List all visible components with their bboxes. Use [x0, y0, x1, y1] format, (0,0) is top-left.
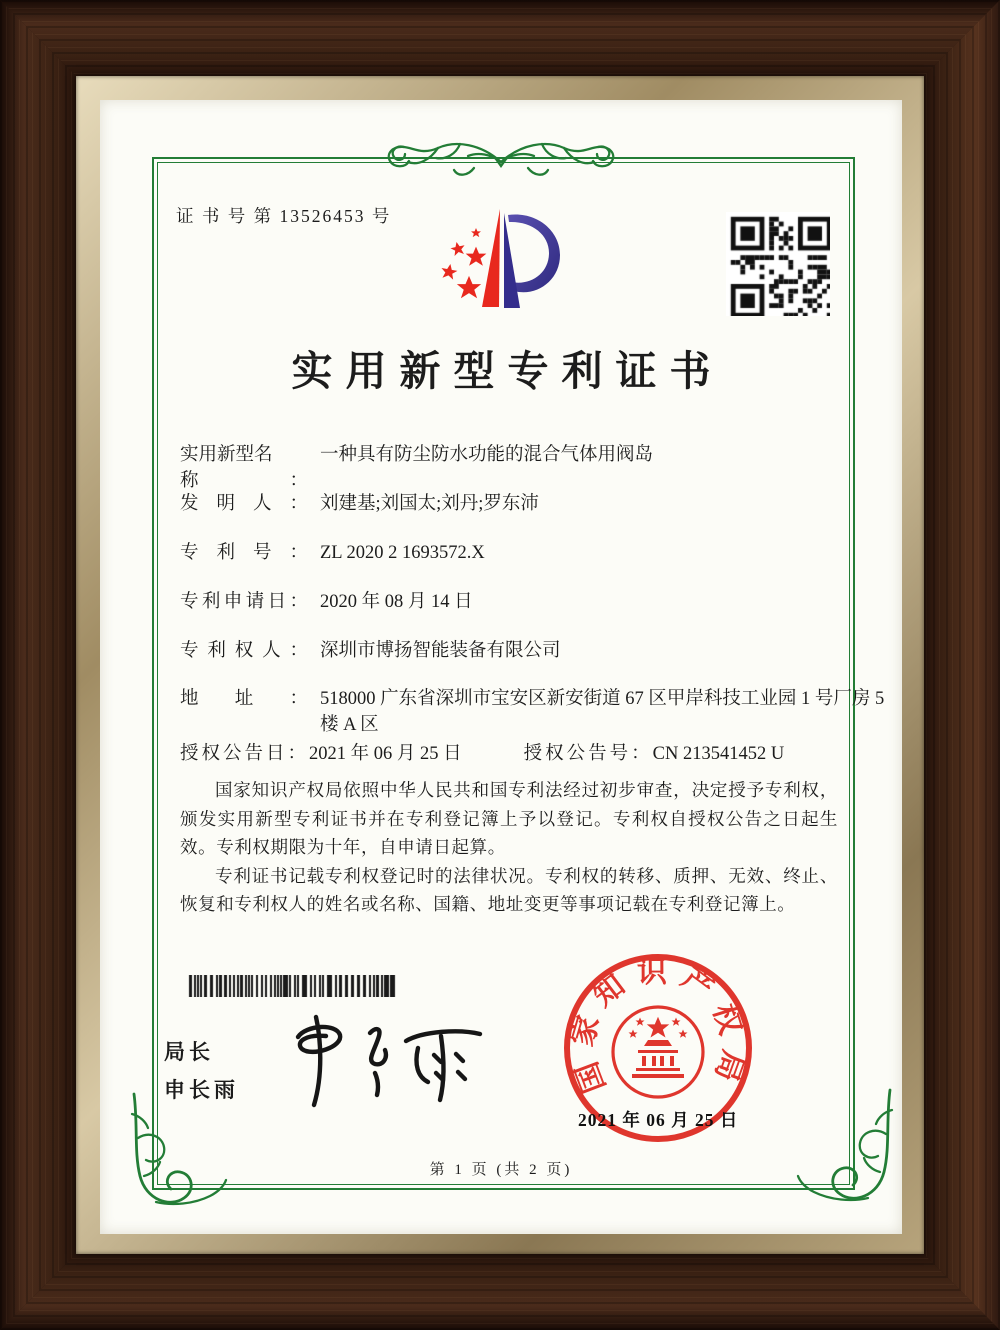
grant-number-value: CN 213541452 U — [652, 744, 785, 764]
field-row-patent-no — [180, 540, 485, 566]
barcode-icon — [187, 975, 399, 997]
certificate-number: 证 书 号 第 13526453 号 — [176, 206, 392, 226]
legal-text — [180, 776, 838, 919]
field-row-inventors — [180, 491, 539, 517]
signer-title: 局长 — [164, 1041, 214, 1064]
field-label: 发明人： — [180, 494, 308, 514]
field-label: 专利号： — [180, 543, 308, 563]
field-value: 深圳市博扬智能装备有限公司 — [320, 641, 561, 661]
field-label: 地址： — [180, 689, 308, 709]
wood-frame-top — [0, 0, 1000, 80]
field-value: 518000 广东省深圳市宝安区新安街道 67 区甲岸科技工业园 1 号厂房 5 楼 A 区 — [320, 689, 885, 735]
field-value: ZL 2020 2 1693572.X — [320, 543, 485, 563]
certificate-title: 实用新型专利证书 — [291, 348, 724, 394]
field-label: 专利申请日： — [180, 592, 308, 612]
grant-number — [524, 741, 785, 767]
field-row-address — [180, 686, 886, 738]
field-row-grant — [180, 741, 784, 767]
seal-ring-text: 国家知识产权局 — [565, 955, 751, 1098]
qr-code-icon — [726, 212, 830, 316]
national-emblem-icon — [613, 1007, 703, 1097]
certificate-paper — [100, 100, 902, 1234]
border-corner-flourish-icon — [122, 1090, 262, 1214]
signature-icon — [278, 1003, 506, 1113]
signer-name: 申长雨 — [164, 1079, 239, 1102]
field-row-filing-date — [180, 589, 473, 615]
seal-date: 2021 年 06 月 25 日 — [578, 1110, 739, 1130]
grant-date-label: 授权公告日： — [180, 744, 310, 764]
field-label: 实用新型名称： — [180, 445, 308, 491]
cnipa-logo-icon — [430, 193, 582, 333]
wood-frame-bottom — [0, 1250, 1000, 1330]
page-number: 第 1 页 (共 2 页) — [429, 1162, 573, 1178]
border-dragon-ornament-icon — [356, 132, 646, 190]
grant-date-value: 2021 年 06 月 25 日 — [309, 744, 462, 764]
wood-frame-right — [920, 0, 1000, 1330]
field-label: 专利权人： — [180, 641, 308, 661]
field-value: 2020 年 08 月 14 日 — [320, 592, 473, 612]
grant-number-label: 授权公告号： — [523, 744, 653, 764]
field-row-name — [180, 442, 653, 494]
border-corner-flourish-icon — [762, 1086, 902, 1210]
field-row-patentee — [180, 638, 561, 664]
field-value: 一种具有防尘防水功能的混合气体用阀岛 — [320, 445, 654, 465]
wood-frame-left — [0, 0, 80, 1330]
legal-paragraph-2: 专利证书记载专利权登记时的法律状况。专利权的转移、质押、无效、终止、恢复和专利权人的姓名或名称、国籍、地址变更等事项记载在专利登记簿上。 — [180, 865, 838, 914]
field-value: 刘建基;刘国太;刘丹;罗东沛 — [320, 494, 539, 514]
grant-date — [180, 741, 462, 767]
legal-paragraph-1: 国家知识产权局依照中华人民共和国专利法经过初步审查，决定授予专利权，颁发实用新型专利证书并在专利登记簿上予以登记。专利权自授权公告之日起生效。专利权期限为十年，自申请日起算。 — [180, 780, 838, 857]
